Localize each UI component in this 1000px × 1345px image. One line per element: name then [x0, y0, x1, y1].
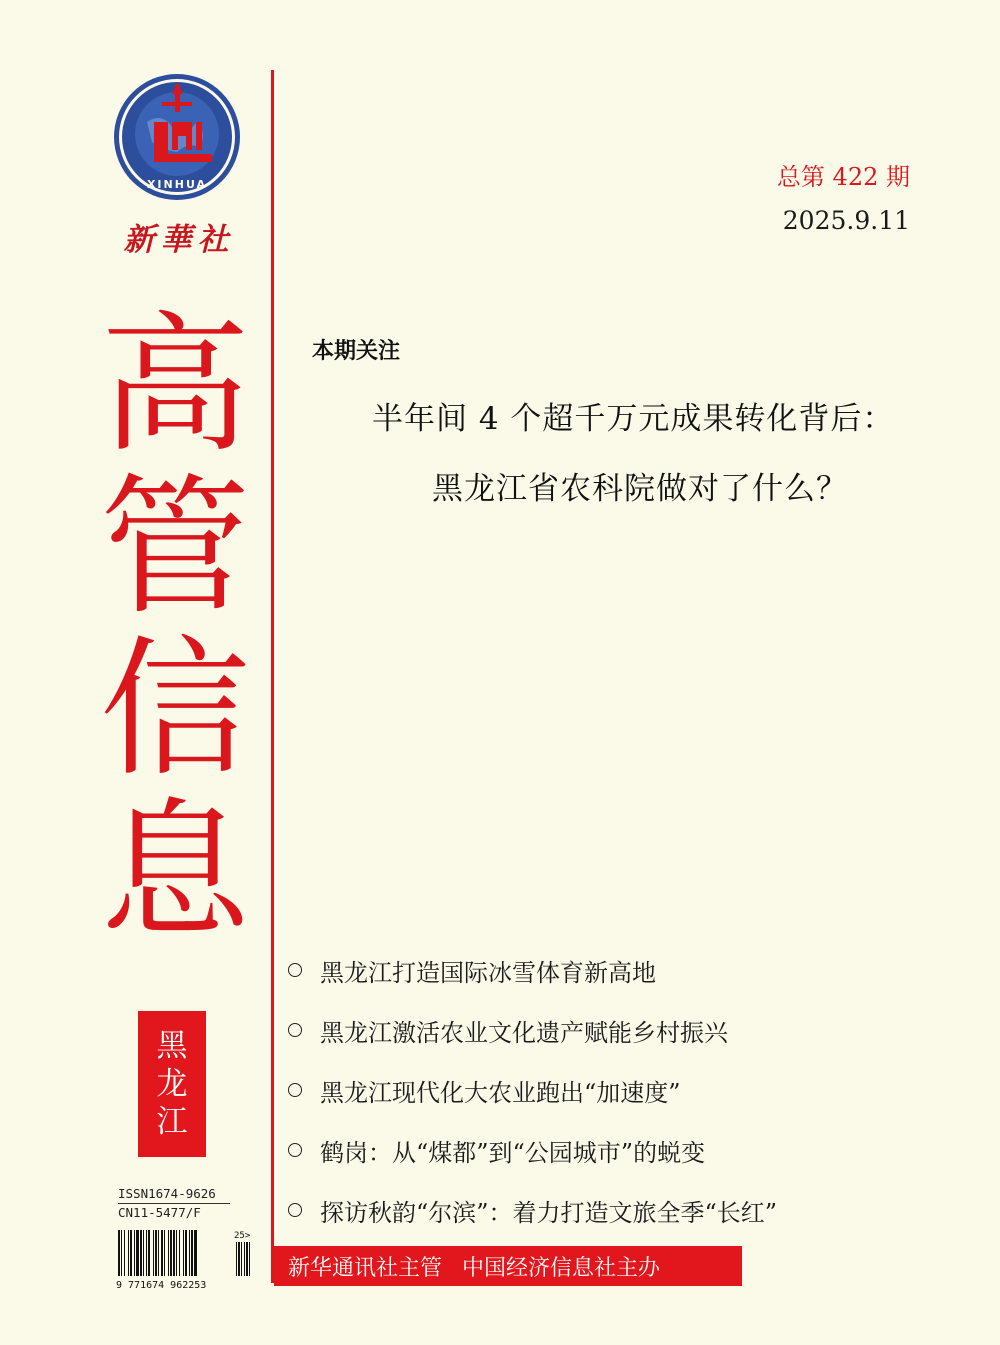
article-title: 黑龙江激活农业文化遗产赋能乡村振兴 — [320, 1018, 728, 1047]
publisher-supervisor: 新华通讯社主管 — [288, 1255, 443, 1281]
list-item[interactable] — [288, 1180, 777, 1240]
circle-bullet-icon — [288, 1203, 302, 1217]
emblem-ring-text: XINHUA — [146, 178, 208, 191]
list-item[interactable] — [288, 1060, 777, 1120]
publication-codes — [118, 1186, 248, 1221]
region-char: 黑 — [156, 1028, 188, 1064]
article-title: 探访秋韵“尔滨”：着力打造文旅全季“长红” — [320, 1198, 778, 1227]
issue-info — [777, 160, 910, 238]
masthead-char: 息 — [100, 785, 251, 959]
list-item[interactable] — [288, 1000, 777, 1060]
barcode-number: 9 771674 962253 — [116, 1280, 207, 1290]
article-title: 鹤岗：从“煤都”到“公园城市”的蜕变 — [320, 1138, 706, 1167]
list-item[interactable] — [288, 1120, 777, 1180]
masthead-char: 信 — [100, 623, 251, 797]
focus-label: 本期关注 — [312, 338, 401, 364]
article-title: 黑龙江现代化大农业跑出“加速度” — [320, 1078, 681, 1107]
circle-bullet-icon — [288, 1083, 302, 1097]
publisher-bar — [274, 1246, 742, 1286]
publisher-sponsor: 中国经济信息社主办 — [462, 1255, 661, 1281]
red-vertical-rule — [271, 70, 274, 1283]
barcode-icon — [116, 1228, 266, 1290]
headline-line-2[interactable]: 黑龙江省农科院做对了什么？ — [432, 471, 848, 507]
barcode-addon: 25> — [234, 1231, 251, 1241]
xinhua-emblem-icon — [112, 72, 242, 202]
issn-code: ISSN1674-9626 — [118, 1186, 216, 1201]
region-badge — [138, 1011, 206, 1157]
article-title: 黑龙江打造国际冰雪体育新高地 — [320, 958, 656, 987]
masthead-title — [100, 299, 251, 959]
headline-line-1[interactable]: 半年间 4 个超千万元成果转化背后： — [372, 401, 895, 437]
circle-bullet-icon — [288, 1143, 302, 1157]
region-char: 龙 — [156, 1066, 188, 1102]
xinhua-brand-script: 新華社 — [123, 222, 235, 258]
circle-bullet-icon — [288, 963, 302, 977]
region-char: 江 — [156, 1104, 188, 1140]
article-list — [288, 940, 777, 1240]
masthead-char: 管 — [100, 461, 251, 635]
cn-code: CN11-5477/F — [118, 1205, 201, 1220]
list-item[interactable] — [288, 940, 777, 1000]
masthead-char: 高 — [100, 299, 251, 473]
issue-number: 总第 422 期 — [776, 163, 910, 191]
circle-bullet-icon — [288, 1023, 302, 1037]
issue-date: 2025.9.11 — [782, 206, 910, 235]
code-divider — [118, 1203, 230, 1204]
